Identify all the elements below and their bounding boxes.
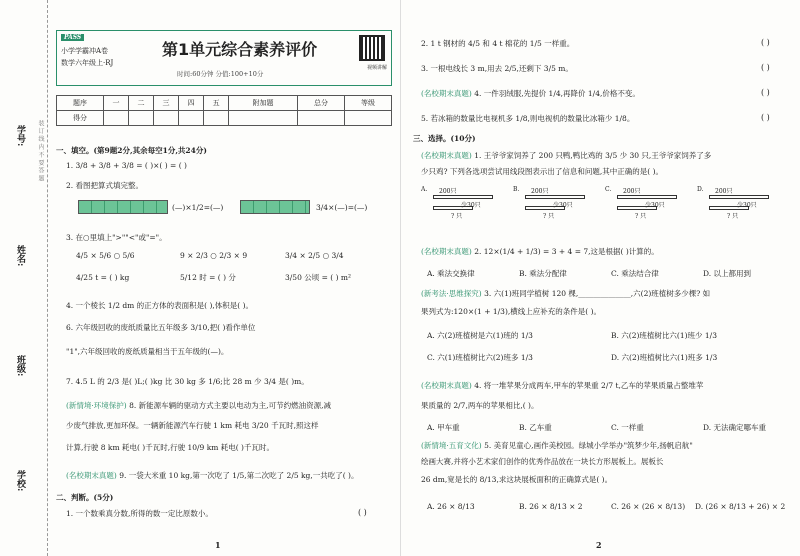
choice-option[interactable]: D. 以上都用到 bbox=[703, 269, 752, 278]
score-cell[interactable] bbox=[179, 111, 204, 126]
compare-item: 3/4 × 2/5 ○ 3/4 bbox=[285, 251, 344, 260]
choice-question-5-text: 5. 美育见童心,画作美校园。绿城小学举办"筑梦少年,扬帆启航" bbox=[484, 441, 693, 450]
fraction-bar-2 bbox=[240, 200, 310, 214]
question-1: 1. 3/8 + 3/8 + 3/8 = ( )×( ) = ( ) bbox=[66, 161, 187, 170]
choice-option[interactable]: C. 一样重 bbox=[611, 423, 644, 432]
answer-paren[interactable]: ( ) bbox=[358, 508, 367, 517]
score-header-cell: 二 bbox=[128, 96, 153, 111]
question-7: 7. 4.5 L 的 2/3 是( )L;( )kg 比 30 kg 多 1/6;比 28 m 少 3/4 是( )m。 bbox=[66, 377, 309, 386]
answer-paren[interactable]: ( ) bbox=[761, 38, 770, 47]
choice-option[interactable]: A. 甲车重 bbox=[427, 423, 460, 432]
judge-question-4 bbox=[421, 88, 640, 100]
choice-option[interactable]: D. (26 × 8/13 + 26) × 2 bbox=[695, 502, 786, 511]
page-number: 2 bbox=[596, 540, 602, 550]
qr-code-icon[interactable] bbox=[359, 35, 385, 61]
score-cell[interactable] bbox=[103, 111, 128, 126]
duck-segment bbox=[709, 195, 769, 199]
question-3: 3. 在○里填上">""<"或"="。 bbox=[66, 233, 167, 242]
diagram-top-label: 200只 bbox=[439, 188, 457, 195]
brand-logo: PASS bbox=[61, 34, 84, 41]
score-header-cell: 等级 bbox=[344, 96, 391, 111]
choice-question-5-line-2: 绘画大赛,并将小艺术家们创作的优秀作品放在一块长方形展板上。展板长 bbox=[421, 457, 664, 466]
score-header-cell: 附加题 bbox=[229, 96, 298, 111]
score-cell[interactable] bbox=[229, 111, 298, 126]
section-multiple-choice: 三、选择。(10分) bbox=[413, 134, 476, 143]
choice-question-5-tag: (新情境·五育文化) bbox=[421, 441, 482, 450]
question-9-tag: (名校期末真题) bbox=[66, 471, 117, 480]
choice-option[interactable]: A. 乘法交换律 bbox=[427, 269, 475, 278]
judge-question-4-tag: (名校期末真题) bbox=[421, 89, 472, 98]
student-id-label: 学号: bbox=[15, 125, 25, 147]
score-header-cell: 一 bbox=[103, 96, 128, 111]
question-8-line-3: 计算,行驶 8 km 耗电( )千瓦时,行驶 10/9 km 耗电( )千瓦时。 bbox=[66, 443, 274, 452]
question-2: 2. 看图把算式填完整。 bbox=[66, 181, 144, 190]
score-cell[interactable] bbox=[344, 111, 391, 126]
score-header-cell: 四 bbox=[179, 96, 204, 111]
score-header-cell: 题序 bbox=[57, 96, 104, 111]
compare-item: 4/5 × 5/6 ○ 5/6 bbox=[76, 251, 135, 260]
choice-question-1-line-1 bbox=[421, 150, 711, 162]
choice-option[interactable]: C. 六(1)班植树比六(2)班多 1/3 bbox=[427, 353, 533, 362]
question-6-line-1: 6. 六年级回收的废纸质量比五年级多 3/10,把( )看作单位 bbox=[66, 323, 256, 332]
choice-question-3-line-2: 果列式为:120×(1 + 1/3),横线上应补充的条件是( )。 bbox=[421, 307, 601, 316]
choice-option[interactable]: B. 26 × 8/13 × 2 bbox=[519, 502, 583, 511]
score-cell[interactable] bbox=[204, 111, 229, 126]
compare-item: 9 × 2/3 ○ 2/3 × 9 bbox=[180, 251, 248, 260]
option-label: B. bbox=[513, 186, 520, 193]
series-title: 小学学霸冲A卷 bbox=[61, 47, 109, 55]
question-9-text: 9. 一袋大米重 10 kg,第一次吃了 1/5,第二次吃了 2/5 kg,一共吃了( )。 bbox=[119, 471, 359, 480]
score-header-cell: 五 bbox=[204, 96, 229, 111]
duck-segment bbox=[617, 195, 677, 199]
choice-option[interactable]: B. 乘法分配律 bbox=[519, 269, 567, 278]
diagram-mid-label: 少30只 bbox=[645, 202, 665, 209]
judge-question-4-text: 4. 一件羽绒服,先提价 1/4,再降价 1/4,价格不变。 bbox=[474, 89, 640, 98]
option-c-diagram[interactable] bbox=[605, 186, 685, 218]
diagram-bottom-label: ? 只 bbox=[727, 213, 739, 220]
choice-question-4-tag: (名校期末真题) bbox=[421, 381, 472, 390]
class-label: 班级: bbox=[15, 355, 25, 377]
score-cell[interactable] bbox=[128, 111, 153, 126]
page-title: 第1单元综合素养评价 bbox=[162, 40, 318, 59]
choice-question-1-line-2: 少只鸡? 下列各选项尝试用线段图表示出了信息和问题,其中正确的是( )。 bbox=[421, 167, 664, 176]
question-6-line-2: "1",六年级回收的废纸质量相当于五年级的(—)。 bbox=[66, 347, 229, 356]
duck-segment bbox=[433, 195, 493, 199]
option-label: A. bbox=[421, 186, 428, 193]
convert-item: 3/50 公顷 = ( ) m² bbox=[285, 273, 352, 282]
paper-header bbox=[56, 30, 392, 86]
grade-label: 数学六年级上·RJ bbox=[61, 59, 114, 67]
answer-paren[interactable]: ( ) bbox=[761, 88, 770, 97]
score-table-header bbox=[57, 96, 392, 111]
choice-question-5-line-1 bbox=[421, 440, 693, 452]
convert-item: 4/25 t = ( ) kg bbox=[76, 273, 130, 282]
choice-question-4-line-2: 果质量的 2/7,两车的苹果相比,( )。 bbox=[421, 401, 539, 410]
choice-question-5-line-3: 26 dm,宽是长的 8/13,求这块展板面积的正确算式是( )。 bbox=[421, 475, 613, 484]
page-number: 1 bbox=[215, 540, 221, 550]
question-2-equation-2: 3/4×(—)=(—) bbox=[316, 203, 368, 212]
right-page bbox=[400, 0, 800, 556]
choice-option[interactable]: C. 乘法结合律 bbox=[611, 269, 659, 278]
score-row-label: 得分 bbox=[57, 111, 104, 126]
diagram-top-label: 200只 bbox=[715, 188, 733, 195]
score-cell[interactable] bbox=[297, 111, 344, 126]
diagram-bottom-label: ? 只 bbox=[635, 213, 647, 220]
diagram-mid-label: 少30只 bbox=[737, 202, 757, 209]
choice-question-4-line-1 bbox=[421, 380, 703, 392]
option-b-diagram[interactable] bbox=[513, 186, 593, 218]
answer-paren[interactable]: ( ) bbox=[761, 63, 770, 72]
exam-meta: 时间:60分钟 分值:100+10分 bbox=[177, 70, 264, 78]
convert-item: 5/12 时 = ( ) 分 bbox=[180, 273, 236, 282]
answer-paren[interactable]: ( ) bbox=[761, 113, 770, 122]
score-header-cell: 总分 bbox=[297, 96, 344, 111]
section-fill-blank: 一、填空。(第9题2分,其余每空1分,共24分) bbox=[56, 146, 207, 155]
choice-question-2-tag: (名校期末真题) bbox=[421, 247, 472, 256]
question-8-text: 8. 新能源车辆的驱动方式主要以电动为主,可节约燃油资源,减 bbox=[129, 401, 331, 410]
option-label: D. bbox=[697, 186, 704, 193]
choice-question-1-text: 1. 王爷爷家饲养了 200 只鸭,鸭比鸡的 3/5 少 30 只,王爷爷家饲养了多 bbox=[474, 151, 712, 160]
choice-option[interactable]: D. 六(2)班植树比六(1)班多 1/3 bbox=[611, 353, 718, 362]
score-table-row bbox=[57, 111, 392, 126]
question-8-tag: (新情境·环境保护) bbox=[66, 401, 127, 410]
binding-gutter bbox=[0, 0, 48, 556]
choice-option[interactable]: C. 26 × (26 × 8/13) bbox=[611, 502, 686, 511]
choice-option[interactable]: B. 六(2)班植树比六(1)班少 1/3 bbox=[611, 331, 717, 340]
series-name bbox=[61, 45, 113, 69]
judge-question-3: 3. 一根电线长 3 m,用去 2/5,还剩下 3/5 m。 bbox=[421, 64, 573, 73]
question-8-line-2: 少废气排放,更加环保。一辆新能源汽车行驶 1 km 耗电 3/20 千瓦时,照这样 bbox=[66, 421, 319, 430]
choice-option[interactable]: A. 26 × 8/13 bbox=[427, 502, 475, 511]
binding-line-text: 装 订 线 内 不 要 答 题 bbox=[37, 120, 44, 182]
diagram-mid-label: 少30只 bbox=[553, 202, 573, 209]
diagram-top-label: 200只 bbox=[623, 188, 641, 195]
score-header-cell: 三 bbox=[154, 96, 179, 111]
choice-question-3-text: 3. 六(1)班同学植树 120 棵,______________,六(2)班植树多少棵? 如 bbox=[484, 289, 711, 298]
school-label: 学校: bbox=[15, 470, 25, 492]
judge-question-5: 5. 若冰箱的数量比电视机多 1/8,则电视机的数量比冰箱少 1/8。 bbox=[421, 114, 635, 123]
diagram-top-label: 200只 bbox=[531, 188, 549, 195]
judge-question-1: 1. 一个数乘真分数,所得的数一定比原数小。 bbox=[66, 509, 213, 518]
diagram-bottom-label: ? 只 bbox=[543, 213, 555, 220]
choice-question-3-tag: (新考法·思维探究) bbox=[421, 289, 482, 298]
diagram-bottom-label: ? 只 bbox=[451, 213, 463, 220]
choice-option[interactable]: D. 无法确定哪车重 bbox=[703, 423, 767, 432]
question-9 bbox=[66, 470, 358, 482]
qr-caption: 视频讲解 bbox=[366, 65, 387, 71]
diagram-mid-label: 少30只 bbox=[461, 202, 481, 209]
choice-question-2 bbox=[421, 246, 659, 258]
score-table bbox=[56, 95, 392, 126]
section-true-false: 二、判断。(5分) bbox=[56, 493, 114, 502]
option-a-diagram[interactable] bbox=[421, 186, 501, 218]
choice-option[interactable]: B. 乙车重 bbox=[519, 423, 552, 432]
question-4: 4. 一个棱长 1/2 dm 的正方体的表面积是( ),体积是( )。 bbox=[66, 301, 254, 310]
question-2-equation-1: (—)×1/2=(—) bbox=[172, 203, 224, 212]
judge-question-2: 2. 1 t 钢材的 4/5 和 4 t 棉花的 1/5 一样重。 bbox=[421, 39, 575, 48]
score-cell[interactable] bbox=[154, 111, 179, 126]
name-label: 姓名: bbox=[15, 245, 25, 267]
duck-segment bbox=[525, 195, 585, 199]
choice-question-3-line-1 bbox=[421, 288, 710, 300]
choice-question-1-tag: (名校期末真题) bbox=[421, 151, 472, 160]
option-d-diagram[interactable] bbox=[697, 186, 777, 218]
choice-question-4-text: 4. 将一堆苹果分成两车,甲车的苹果重 2/7 t,乙车的苹果质量占整堆苹 bbox=[474, 381, 704, 390]
fraction-bar-1 bbox=[78, 200, 168, 214]
choice-option[interactable]: A. 六(2)班植树是六(1)班的 1/3 bbox=[427, 331, 533, 340]
question-8-line-1 bbox=[66, 400, 331, 412]
option-label: C. bbox=[605, 186, 612, 193]
choice-question-2-text: 2. 12×(1/4 + 1/3) = 3 + 4 = 7,这是根据( )计算的。 bbox=[474, 247, 659, 256]
